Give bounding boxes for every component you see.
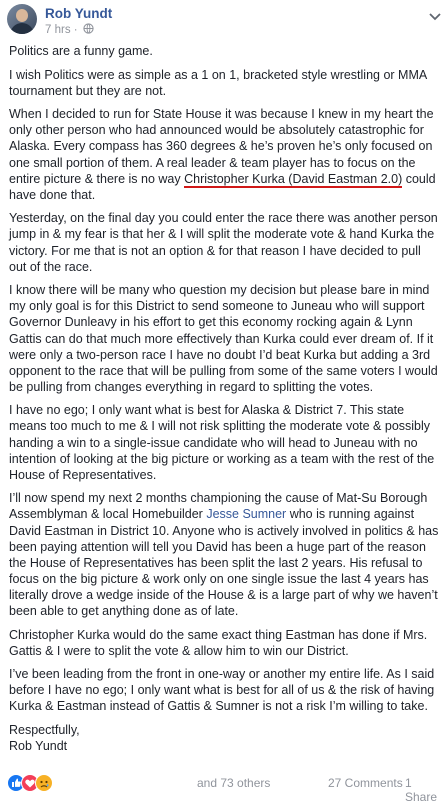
paragraph: I have no ego; I only want what is best for Alaska & District 7. This state means too much to me & I will not risk splitting the moderate vote & possibly handing a win to a single-issue candidate who will head to Juneau with no intention of looking at the big picture or working as a team with the rest of the House of Representatives. [9, 403, 435, 482]
globe-icon [83, 23, 94, 37]
paragraph: I wish Politics were as simple as a 1 on 1, bracketed style wrestling or MMA tournament but they are not. [9, 67, 427, 98]
post-timestamp[interactable]: 7 hrs [45, 24, 71, 36]
paragraph: Politics are a funny game. [9, 44, 153, 58]
signature: Rob Yundt [9, 739, 68, 754]
shares-count[interactable]: 1 Share [405, 776, 438, 804]
reactions[interactable] [7, 774, 67, 792]
paragraph-text: When I decided to run for State House it was because I knew in my heart the only other person who had announced would be absolutely catastrophic for Alaska. Every compass has 360 degrees & he’s proven he’s only focused on one small portion of them. A real leader & team player has to focus on the entire picture & there is no way [9, 107, 434, 186]
post-header [7, 4, 437, 38]
post-body [9, 43, 441, 754]
paragraph: Christopher Kurka would do the same exact thing Eastman has done if Mrs. Gattis & I were to split the vote & allow him to win our District. [9, 627, 428, 658]
paragraph: I know there will be many who question my decision but please bare in mind my only goal is for this District to send someone to Juneau who will support Governor Dunleavy in his effort to get this economy rocking again & Lynn Gattis can do that much more effectively than Kurka could ever dream of. If it were only a two-person race I have no doubt I’d beat Kurka but adding a 3rd opponent to the race that will be pulling from some of the same voters I would be pulling from changes everything in regard to splitting the votes. [9, 283, 438, 394]
signature-block [9, 722, 441, 754]
comments-count[interactable]: 27 Comments [328, 776, 403, 790]
avatar[interactable] [7, 4, 37, 34]
paragraph: Yesterday, on the final day you could enter the race there was another person jump in & my fear is that her & I will split the moderate vote & hand Kurka the victory. For me that is not an option & for that reason I have decided to pull out of the race. [9, 211, 438, 274]
underlined-name: Christopher Kurka (David Eastman 2.0) [184, 171, 403, 186]
paragraph [9, 106, 441, 203]
post-meta: 7 hrs · [45, 23, 94, 37]
reaction-count[interactable]: and 73 others [197, 776, 271, 790]
profile-link-jesse-sumner[interactable]: Jesse Sumner [206, 507, 287, 522]
paragraph: I’ve been leading from the front in one-way or another my entire life. As I said before I have no ego; I only want what is best for all of us & the risk of having Kurka & Eastman instead of Gattis & Sumner is not a risk I’m willing to take. [9, 667, 435, 714]
paragraph-text: I’ll now spend my next 2 months championing the cause of Mat-Su Borough Assemblyman & local Homebuilder [9, 491, 428, 522]
chevron-down-icon[interactable] [429, 9, 441, 19]
paragraph [9, 490, 441, 619]
sad-icon [35, 774, 53, 792]
signoff: Respectfully, [9, 723, 80, 738]
paragraph-text: who is running against David Eastman in District 10. Anyone who is actively involved in politics & has been paying attention will tell you David has been a huge part of the reason the House of Representatives has been split the last 2 years. His refusal to focus on the big picture & work only on one single issue the last 4 years has literally drove a wedge inside of the House & is a large part of why we haven’t been able to get anything done as of late. [9, 507, 439, 618]
post-footer [7, 774, 440, 804]
author-name[interactable]: Rob Yundt [45, 6, 113, 21]
paragraph-text: could have done that. [9, 171, 436, 202]
